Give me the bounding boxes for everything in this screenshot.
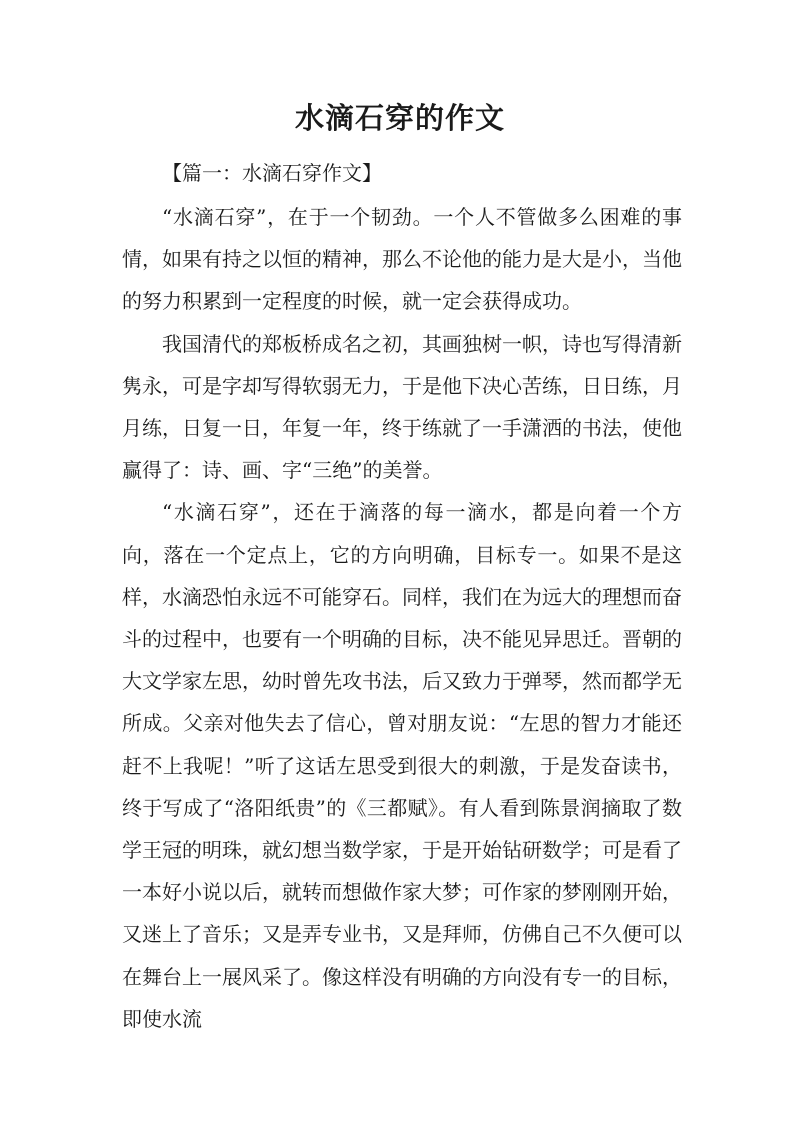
paragraph-2: 我国清代的郑板桥成名之初，其画独树一帜，诗也写得清新隽永，可是字却写得软弱无力，于是他下决心苦练，日日练，月月练，日复一日，年复一年，终于练就了一手潇洒的书法，使他赢得了：诗、画、字“三绝”的美誉。 <box>122 331 682 483</box>
document-title: 水滴石穿的作文 <box>294 101 505 135</box>
document-body <box>122 196 682 1040</box>
section-heading: 【篇一：水滴石穿作文】 <box>162 161 382 185</box>
paragraph-1: “水滴石穿”，在于一个韧劲。一个人不管做多么困难的事情，如果有持之以恒的精神，那么不论他的能力是大是小，当他的努力积累到一定程度的时候，就一定会获得成功。 <box>122 205 682 314</box>
paragraph-3: “水滴石穿”，还在于滴落的每一滴水，都是向着一个方向，落在一个定点上，它的方向明确，目标专一。如果不是这样，水滴恐怕永远不可能穿石。同样，我们在为远大的理想而奋斗的过程中，也要有一个明确的目标，决不能见异思迁。晋朝的大文学家左思，幼时曾先攻书法，后又致力于弹琴，然而都学无所成。父亲对他失去了信心，曾对朋友说：“左思的智力才能还赶不上我呢！”听了这话左思受到很大的刺激，于是发奋读书，终于写成了“洛阳纸贵”的《三都赋》。有人看到陈景润摘取了数学王冠的明珠，就幻想当数学家，于是开始钻研数学；可是看了一本好小说以后，就转而想做作家大梦；可作家的梦刚刚开始，又迷上了音乐；又是弄专业书，又是拜师，仿佛自己不久便可以在舞台上一展风采了。像这样没有明确的方向没有专一的目标，即使水流 <box>122 500 682 1031</box>
